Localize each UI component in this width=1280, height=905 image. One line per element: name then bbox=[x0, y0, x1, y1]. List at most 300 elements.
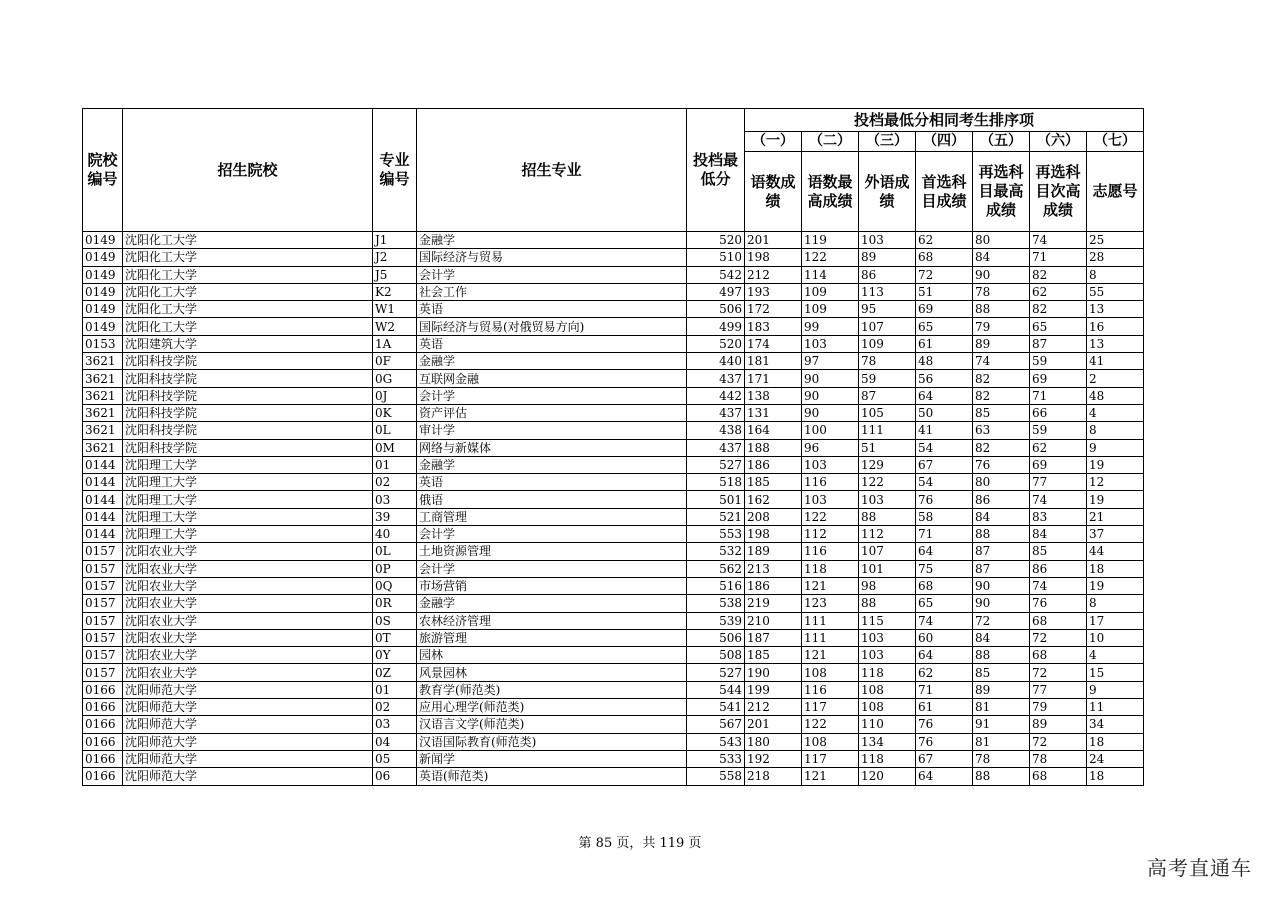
cell-major-name: 英语 bbox=[417, 301, 687, 318]
cell-shouxuan: 64 bbox=[916, 387, 973, 404]
cell-zaixuan-max: 63 bbox=[973, 422, 1030, 439]
cell-waiyu: 118 bbox=[859, 750, 916, 767]
cell-shouxuan: 64 bbox=[916, 647, 973, 664]
cell-major-code: 0P bbox=[373, 560, 417, 577]
cell-school-code: 0157 bbox=[83, 629, 123, 646]
cell-major-code: 02 bbox=[373, 699, 417, 716]
table-row bbox=[83, 577, 1144, 594]
cell-waiyu: 134 bbox=[859, 733, 916, 750]
cell-min-score: 520 bbox=[687, 232, 745, 249]
cell-major-code: 39 bbox=[373, 508, 417, 525]
table-row bbox=[83, 491, 1144, 508]
watermark: 高考直通车 bbox=[1147, 856, 1252, 880]
cell-zhiyuan: 55 bbox=[1087, 283, 1144, 300]
cell-school-name: 沈阳农业大学 bbox=[123, 612, 373, 629]
cell-min-score: 558 bbox=[687, 768, 745, 785]
cell-yushu-max: 108 bbox=[802, 664, 859, 681]
cell-yushu: 186 bbox=[745, 456, 802, 473]
cell-shouxuan: 67 bbox=[916, 750, 973, 767]
cell-school-code: 0149 bbox=[83, 249, 123, 266]
cell-zhiyuan: 28 bbox=[1087, 249, 1144, 266]
cell-yushu-max: 103 bbox=[802, 491, 859, 508]
cell-major-code: 04 bbox=[373, 733, 417, 750]
cell-yushu: 201 bbox=[745, 232, 802, 249]
cell-major-code: 40 bbox=[373, 526, 417, 543]
cell-zaixuan-max: 79 bbox=[973, 318, 1030, 335]
cell-min-score: 437 bbox=[687, 404, 745, 421]
cell-major-name: 英语 bbox=[417, 335, 687, 352]
cell-major-code: 0S bbox=[373, 612, 417, 629]
cell-zhiyuan: 17 bbox=[1087, 612, 1144, 629]
cell-yushu: 181 bbox=[745, 353, 802, 370]
cell-shouxuan: 56 bbox=[916, 370, 973, 387]
cell-min-score: 506 bbox=[687, 629, 745, 646]
cell-major-name: 金融学 bbox=[417, 456, 687, 473]
cell-shouxuan: 51 bbox=[916, 283, 973, 300]
cell-school-name: 沈阳科技学院 bbox=[123, 387, 373, 404]
cell-major-name: 英语(师范类) bbox=[417, 768, 687, 785]
cell-zaixuan-max: 80 bbox=[973, 232, 1030, 249]
cell-zaixuan-second: 74 bbox=[1030, 491, 1087, 508]
cell-shouxuan: 76 bbox=[916, 491, 973, 508]
cell-major-code: K2 bbox=[373, 283, 417, 300]
cell-major-name: 会计学 bbox=[417, 266, 687, 283]
cell-yushu-max: 117 bbox=[802, 750, 859, 767]
cell-school-name: 沈阳理工大学 bbox=[123, 456, 373, 473]
cell-school-code: 3621 bbox=[83, 404, 123, 421]
cell-school-code: 0166 bbox=[83, 681, 123, 698]
header-min-score: 投档最低分 bbox=[687, 109, 745, 232]
header-major-name: 招生专业 bbox=[417, 109, 687, 232]
cell-school-code: 0166 bbox=[83, 699, 123, 716]
header-sub-num: （七） bbox=[1087, 132, 1144, 152]
cell-school-code: 0157 bbox=[83, 595, 123, 612]
cell-waiyu: 88 bbox=[859, 595, 916, 612]
cell-major-code: 03 bbox=[373, 716, 417, 733]
header-sub-label: 再选科目最高成绩 bbox=[973, 152, 1030, 232]
cell-waiyu: 103 bbox=[859, 629, 916, 646]
header-sub-num: （二） bbox=[802, 132, 859, 152]
cell-min-score: 538 bbox=[687, 595, 745, 612]
cell-zaixuan-second: 78 bbox=[1030, 750, 1087, 767]
cell-school-code: 0149 bbox=[83, 301, 123, 318]
cell-yushu-max: 96 bbox=[802, 439, 859, 456]
cell-zaixuan-max: 88 bbox=[973, 301, 1030, 318]
cell-min-score: 440 bbox=[687, 353, 745, 370]
cell-shouxuan: 62 bbox=[916, 664, 973, 681]
cell-zaixuan-second: 59 bbox=[1030, 422, 1087, 439]
cell-yushu-max: 121 bbox=[802, 647, 859, 664]
cell-zhiyuan: 44 bbox=[1087, 543, 1144, 560]
cell-yushu: 164 bbox=[745, 422, 802, 439]
cell-zaixuan-second: 65 bbox=[1030, 318, 1087, 335]
cell-min-score: 501 bbox=[687, 491, 745, 508]
cell-major-code: 01 bbox=[373, 456, 417, 473]
cell-major-code: 0L bbox=[373, 422, 417, 439]
cell-waiyu: 122 bbox=[859, 474, 916, 491]
cell-yushu: 201 bbox=[745, 716, 802, 733]
cell-waiyu: 108 bbox=[859, 681, 916, 698]
table-row bbox=[83, 647, 1144, 664]
cell-school-code: 3621 bbox=[83, 439, 123, 456]
cell-school-name: 沈阳建筑大学 bbox=[123, 335, 373, 352]
cell-zaixuan-max: 90 bbox=[973, 595, 1030, 612]
cell-zhiyuan: 21 bbox=[1087, 508, 1144, 525]
cell-waiyu: 120 bbox=[859, 768, 916, 785]
cell-shouxuan: 75 bbox=[916, 560, 973, 577]
cell-school-name: 沈阳农业大学 bbox=[123, 595, 373, 612]
cell-major-name: 风景园林 bbox=[417, 664, 687, 681]
cell-min-score: 544 bbox=[687, 681, 745, 698]
cell-major-code: J5 bbox=[373, 266, 417, 283]
cell-yushu-max: 108 bbox=[802, 733, 859, 750]
cell-zhiyuan: 10 bbox=[1087, 629, 1144, 646]
cell-zaixuan-max: 89 bbox=[973, 335, 1030, 352]
table-row bbox=[83, 750, 1144, 767]
cell-major-name: 网络与新媒体 bbox=[417, 439, 687, 456]
cell-min-score: 508 bbox=[687, 647, 745, 664]
header-sub-num: （五） bbox=[973, 132, 1030, 152]
cell-yushu: 193 bbox=[745, 283, 802, 300]
header-sub-label: 语数成绩 bbox=[745, 152, 802, 232]
cell-zaixuan-max: 87 bbox=[973, 543, 1030, 560]
cell-zaixuan-second: 79 bbox=[1030, 699, 1087, 716]
cell-shouxuan: 60 bbox=[916, 629, 973, 646]
table-row bbox=[83, 595, 1144, 612]
cell-yushu: 172 bbox=[745, 301, 802, 318]
table-row bbox=[83, 664, 1144, 681]
cell-shouxuan: 76 bbox=[916, 716, 973, 733]
cell-yushu-max: 103 bbox=[802, 335, 859, 352]
cell-school-code: 3621 bbox=[83, 387, 123, 404]
cell-waiyu: 112 bbox=[859, 526, 916, 543]
cell-zaixuan-second: 84 bbox=[1030, 526, 1087, 543]
table-row bbox=[83, 387, 1144, 404]
cell-zhiyuan: 18 bbox=[1087, 768, 1144, 785]
cell-zhiyuan: 18 bbox=[1087, 560, 1144, 577]
cell-school-code: 3621 bbox=[83, 353, 123, 370]
cell-zaixuan-max: 88 bbox=[973, 526, 1030, 543]
cell-zhiyuan: 41 bbox=[1087, 353, 1144, 370]
cell-yushu-max: 114 bbox=[802, 266, 859, 283]
cell-shouxuan: 61 bbox=[916, 699, 973, 716]
cell-zaixuan-second: 69 bbox=[1030, 456, 1087, 473]
cell-major-code: 0G bbox=[373, 370, 417, 387]
cell-zaixuan-second: 62 bbox=[1030, 439, 1087, 456]
cell-yushu: 131 bbox=[745, 404, 802, 421]
cell-min-score: 510 bbox=[687, 249, 745, 266]
cell-major-code: 01 bbox=[373, 681, 417, 698]
table-row bbox=[83, 370, 1144, 387]
cell-shouxuan: 64 bbox=[916, 768, 973, 785]
cell-zhiyuan: 9 bbox=[1087, 439, 1144, 456]
table-row bbox=[83, 612, 1144, 629]
cell-yushu-max: 99 bbox=[802, 318, 859, 335]
cell-zaixuan-second: 68 bbox=[1030, 647, 1087, 664]
cell-zaixuan-max: 88 bbox=[973, 647, 1030, 664]
cell-waiyu: 59 bbox=[859, 370, 916, 387]
cell-zaixuan-max: 88 bbox=[973, 768, 1030, 785]
cell-major-code: 03 bbox=[373, 491, 417, 508]
header-sub-num: （四） bbox=[916, 132, 973, 152]
cell-major-name: 互联网金融 bbox=[417, 370, 687, 387]
cell-shouxuan: 65 bbox=[916, 318, 973, 335]
cell-shouxuan: 71 bbox=[916, 526, 973, 543]
cell-waiyu: 78 bbox=[859, 353, 916, 370]
cell-min-score: 516 bbox=[687, 577, 745, 594]
cell-zaixuan-second: 76 bbox=[1030, 595, 1087, 612]
cell-yushu: 192 bbox=[745, 750, 802, 767]
cell-yushu: 185 bbox=[745, 474, 802, 491]
cell-school-code: 0149 bbox=[83, 232, 123, 249]
cell-waiyu: 88 bbox=[859, 508, 916, 525]
cell-shouxuan: 61 bbox=[916, 335, 973, 352]
cell-major-code: 0L bbox=[373, 543, 417, 560]
cell-major-code: 0F bbox=[373, 353, 417, 370]
cell-zaixuan-max: 89 bbox=[973, 681, 1030, 698]
header-sub-num: （一） bbox=[745, 132, 802, 152]
cell-major-name: 园林 bbox=[417, 647, 687, 664]
cell-min-score: 442 bbox=[687, 387, 745, 404]
cell-school-name: 沈阳科技学院 bbox=[123, 422, 373, 439]
cell-yushu-max: 123 bbox=[802, 595, 859, 612]
cell-zaixuan-second: 82 bbox=[1030, 301, 1087, 318]
cell-zaixuan-max: 74 bbox=[973, 353, 1030, 370]
cell-zaixuan-max: 87 bbox=[973, 560, 1030, 577]
cell-major-name: 金融学 bbox=[417, 353, 687, 370]
cell-shouxuan: 74 bbox=[916, 612, 973, 629]
cell-school-code: 0144 bbox=[83, 526, 123, 543]
cell-major-code: W2 bbox=[373, 318, 417, 335]
cell-waiyu: 101 bbox=[859, 560, 916, 577]
cell-yushu-max: 117 bbox=[802, 699, 859, 716]
cell-school-name: 沈阳化工大学 bbox=[123, 266, 373, 283]
cell-zaixuan-max: 81 bbox=[973, 699, 1030, 716]
cell-min-score: 567 bbox=[687, 716, 745, 733]
cell-school-name: 沈阳科技学院 bbox=[123, 370, 373, 387]
cell-yushu: 138 bbox=[745, 387, 802, 404]
cell-school-code: 0144 bbox=[83, 474, 123, 491]
cell-min-score: 499 bbox=[687, 318, 745, 335]
cell-zaixuan-max: 81 bbox=[973, 733, 1030, 750]
cell-yushu: 187 bbox=[745, 629, 802, 646]
cell-min-score: 533 bbox=[687, 750, 745, 767]
cell-major-code: 0Q bbox=[373, 577, 417, 594]
cell-zaixuan-max: 78 bbox=[973, 283, 1030, 300]
cell-zaixuan-max: 84 bbox=[973, 629, 1030, 646]
cell-yushu: 180 bbox=[745, 733, 802, 750]
cell-major-code: 0Z bbox=[373, 664, 417, 681]
cell-school-name: 沈阳师范大学 bbox=[123, 716, 373, 733]
cell-shouxuan: 65 bbox=[916, 595, 973, 612]
cell-school-name: 沈阳师范大学 bbox=[123, 733, 373, 750]
header-school-name: 招生院校 bbox=[123, 109, 373, 232]
cell-major-name: 英语 bbox=[417, 474, 687, 491]
header-sub-label: 首选科目成绩 bbox=[916, 152, 973, 232]
cell-shouxuan: 50 bbox=[916, 404, 973, 421]
cell-shouxuan: 48 bbox=[916, 353, 973, 370]
cell-waiyu: 86 bbox=[859, 266, 916, 283]
cell-school-name: 沈阳化工大学 bbox=[123, 318, 373, 335]
cell-yushu-max: 103 bbox=[802, 456, 859, 473]
cell-min-score: 438 bbox=[687, 422, 745, 439]
cell-yushu: 198 bbox=[745, 526, 802, 543]
header-sub-label: 语数最高成绩 bbox=[802, 152, 859, 232]
cell-major-name: 资产评估 bbox=[417, 404, 687, 421]
cell-yushu-max: 111 bbox=[802, 612, 859, 629]
cell-zaixuan-second: 86 bbox=[1030, 560, 1087, 577]
cell-min-score: 562 bbox=[687, 560, 745, 577]
cell-yushu-max: 118 bbox=[802, 560, 859, 577]
cell-yushu: 213 bbox=[745, 560, 802, 577]
cell-major-name: 旅游管理 bbox=[417, 629, 687, 646]
cell-shouxuan: 62 bbox=[916, 232, 973, 249]
cell-school-code: 0144 bbox=[83, 456, 123, 473]
cell-min-score: 497 bbox=[687, 283, 745, 300]
cell-zhiyuan: 11 bbox=[1087, 699, 1144, 716]
cell-major-name: 审计学 bbox=[417, 422, 687, 439]
cell-major-name: 教育学(师范类) bbox=[417, 681, 687, 698]
cell-zaixuan-max: 84 bbox=[973, 249, 1030, 266]
cell-major-code: 05 bbox=[373, 750, 417, 767]
table-row bbox=[83, 526, 1144, 543]
cell-school-code: 0149 bbox=[83, 318, 123, 335]
cell-waiyu: 107 bbox=[859, 318, 916, 335]
table-row bbox=[83, 699, 1144, 716]
table-row bbox=[83, 404, 1144, 421]
cell-min-score: 506 bbox=[687, 301, 745, 318]
cell-yushu-max: 122 bbox=[802, 508, 859, 525]
table-row bbox=[83, 232, 1144, 249]
header-sub-label: 外语成绩 bbox=[859, 152, 916, 232]
cell-zaixuan-second: 66 bbox=[1030, 404, 1087, 421]
cell-shouxuan: 69 bbox=[916, 301, 973, 318]
cell-yushu-max: 109 bbox=[802, 283, 859, 300]
cell-school-code: 3621 bbox=[83, 422, 123, 439]
cell-min-score: 527 bbox=[687, 456, 745, 473]
cell-zhiyuan: 16 bbox=[1087, 318, 1144, 335]
page-footer: 第 85 页，共 119 页 bbox=[578, 836, 702, 851]
cell-yushu: 174 bbox=[745, 335, 802, 352]
table-row bbox=[83, 301, 1144, 318]
cell-min-score: 521 bbox=[687, 508, 745, 525]
cell-school-code: 0149 bbox=[83, 283, 123, 300]
header-sub-num: （六） bbox=[1030, 132, 1087, 152]
cell-waiyu: 51 bbox=[859, 439, 916, 456]
cell-school-code: 0144 bbox=[83, 491, 123, 508]
cell-zaixuan-max: 84 bbox=[973, 508, 1030, 525]
table-row bbox=[83, 508, 1144, 525]
cell-major-code: 0J bbox=[373, 387, 417, 404]
cell-school-code: 0157 bbox=[83, 543, 123, 560]
cell-waiyu: 109 bbox=[859, 335, 916, 352]
cell-school-name: 沈阳化工大学 bbox=[123, 249, 373, 266]
cell-zaixuan-max: 90 bbox=[973, 266, 1030, 283]
cell-zaixuan-max: 90 bbox=[973, 577, 1030, 594]
cell-yushu: 189 bbox=[745, 543, 802, 560]
cell-zaixuan-second: 77 bbox=[1030, 474, 1087, 491]
cell-major-code: 0M bbox=[373, 439, 417, 456]
cell-yushu: 208 bbox=[745, 508, 802, 525]
header-sub-num: （三） bbox=[859, 132, 916, 152]
cell-school-name: 沈阳科技学院 bbox=[123, 439, 373, 456]
cell-shouxuan: 68 bbox=[916, 577, 973, 594]
table-row bbox=[83, 318, 1144, 335]
table-row bbox=[83, 629, 1144, 646]
cell-yushu: 162 bbox=[745, 491, 802, 508]
cell-zhiyuan: 8 bbox=[1087, 595, 1144, 612]
cell-waiyu: 87 bbox=[859, 387, 916, 404]
cell-school-code: 0157 bbox=[83, 612, 123, 629]
cell-zaixuan-second: 62 bbox=[1030, 283, 1087, 300]
cell-yushu: 218 bbox=[745, 768, 802, 785]
header-school-code: 院校编号 bbox=[83, 109, 123, 232]
cell-yushu-max: 121 bbox=[802, 577, 859, 594]
cell-major-code: 0R bbox=[373, 595, 417, 612]
cell-zaixuan-max: 82 bbox=[973, 439, 1030, 456]
table-row bbox=[83, 249, 1144, 266]
cell-yushu: 212 bbox=[745, 266, 802, 283]
table-row bbox=[83, 681, 1144, 698]
cell-min-score: 542 bbox=[687, 266, 745, 283]
cell-school-code: 0157 bbox=[83, 664, 123, 681]
cell-zaixuan-second: 72 bbox=[1030, 664, 1087, 681]
cell-zaixuan-max: 76 bbox=[973, 456, 1030, 473]
table-row bbox=[83, 543, 1144, 560]
cell-school-name: 沈阳师范大学 bbox=[123, 699, 373, 716]
cell-school-code: 0166 bbox=[83, 716, 123, 733]
cell-major-name: 社会工作 bbox=[417, 283, 687, 300]
cell-min-score: 520 bbox=[687, 335, 745, 352]
cell-zaixuan-second: 87 bbox=[1030, 335, 1087, 352]
cell-major-name: 会计学 bbox=[417, 560, 687, 577]
table-row bbox=[83, 474, 1144, 491]
cell-waiyu: 103 bbox=[859, 647, 916, 664]
cell-shouxuan: 54 bbox=[916, 474, 973, 491]
cell-zhiyuan: 13 bbox=[1087, 301, 1144, 318]
cell-yushu-max: 109 bbox=[802, 301, 859, 318]
cell-major-code: J1 bbox=[373, 232, 417, 249]
cell-school-name: 沈阳理工大学 bbox=[123, 526, 373, 543]
cell-yushu-max: 116 bbox=[802, 474, 859, 491]
cell-major-name: 金融学 bbox=[417, 595, 687, 612]
cell-major-code: 1A bbox=[373, 335, 417, 352]
cell-waiyu: 110 bbox=[859, 716, 916, 733]
cell-zaixuan-max: 72 bbox=[973, 612, 1030, 629]
cell-zaixuan-second: 72 bbox=[1030, 733, 1087, 750]
cell-zhiyuan: 2 bbox=[1087, 370, 1144, 387]
table-row bbox=[83, 716, 1144, 733]
cell-school-code: 0157 bbox=[83, 647, 123, 664]
cell-yushu-max: 90 bbox=[802, 387, 859, 404]
header-major-code: 专业编号 bbox=[373, 109, 417, 232]
cell-school-name: 沈阳农业大学 bbox=[123, 664, 373, 681]
cell-zhiyuan: 19 bbox=[1087, 456, 1144, 473]
table-row bbox=[83, 768, 1144, 785]
cell-yushu-max: 121 bbox=[802, 768, 859, 785]
table-row bbox=[83, 439, 1144, 456]
admission-table-sheet bbox=[82, 108, 1144, 786]
cell-waiyu: 105 bbox=[859, 404, 916, 421]
cell-zaixuan-max: 85 bbox=[973, 404, 1030, 421]
header-tiebreak-group: 投档最低分相同考生排序项 bbox=[745, 109, 1144, 132]
cell-zaixuan-second: 71 bbox=[1030, 387, 1087, 404]
cell-zaixuan-second: 82 bbox=[1030, 266, 1087, 283]
cell-major-name: 会计学 bbox=[417, 387, 687, 404]
cell-yushu-max: 111 bbox=[802, 629, 859, 646]
cell-waiyu: 113 bbox=[859, 283, 916, 300]
cell-major-code: 06 bbox=[373, 768, 417, 785]
